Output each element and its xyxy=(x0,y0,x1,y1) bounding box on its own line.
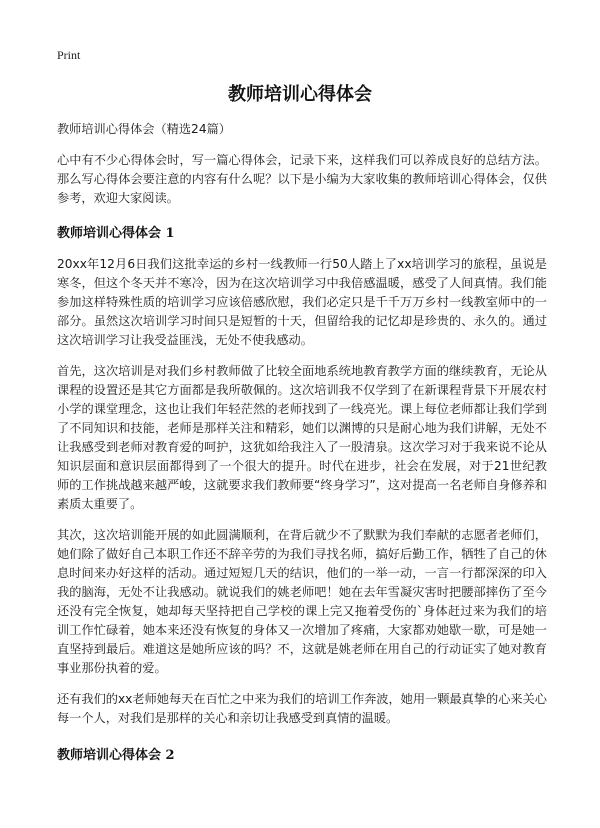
article-body xyxy=(57,120,547,777)
section-heading-1: 教师培训心得体会 1 xyxy=(57,226,175,241)
page-title: 教师培训心得体会 xyxy=(228,84,372,105)
section-1-paragraph-4: 还有我们的xx老师她每天在百忙之中来为我们的培训工作奔波，她用一颗最真挚的心来关心每一个人，对我们是那样的关心和亲切让我感受到真情的温暖。 xyxy=(57,692,547,725)
section-1-paragraph-2: 首先，这次培训是对我们乡村教师做了比较全面地系统地教育教学方面的继续教育，无论从课程的设置还是其它方面都是我所敬佩的。这次培训我不仅学到了在新课程背景下开展农村小学的课堂理念，这也让我们年轻茫然的老师找到了一线亮光。课上每位老师都让我们学到了不同知识和技能，老师是那样关注和精彩，她们以渊博的只是耐心地为我们讲解，无处不让我感受到老师对教育爱的呵护，这犹如给我注入了一股清泉。这次学习对于我来说不论从知识层面和意识层面都得到了一个很大的提升。时代在进步，社会在发展，对于21世纪教师的工作挑战越来越严峻，这就要求我们教师要“终身学习”，这对提高一名老师自身修养和素质太重要了。 xyxy=(57,364,547,511)
section-1-paragraph-1: 20xx年12月6日我们这批幸运的乡村一线教师一行50人踏上了xx培训学习的旅程，虽说是寒冬，但这个冬天并不寒冷，因为在这次培训学习中我倍感温暖，感受了人间真情。我们能参加这样特殊性质的培训学习应该倍感欣慰，我们必定只是千千万万乡村一线教室师中的一部分。虽然这次培训学习时间只是短暂的十天，但留给我的记忆却是珍贵的、永久的。通过这次培训学习让我受益匪浅，无处不使我感动。 xyxy=(57,257,547,347)
section-heading-2: 教师培训心得体会 2 xyxy=(57,748,175,763)
section-1-paragraph-3: 其次，这次培训能开展的如此圆满顺利，在背后就少不了默默为我们奉献的志愿者老师们，她们除了做好自己本职工作还不辞辛劳的为我们寻找名师，搞好后勤工作，牺牲了自己的休息时间来办好这样的活动。通过短短几天的结识，他们的一举一动，一言一行都深深的印入我的脑海，无处不让我感动。就说我们的姚老师吧！她在去年雪凝灾害时把腰部摔伤了至今还没有完全恢复，她却每天坚持把自己学校的课上完又拖着受伤的`身体赶过来为我们的培训工作忙碌着，她本来还没有恢复的身体又一次增加了疼痛，大家都劝她歇一歇，可是她一直坚持到最后。难道这是她所应该的吗？不，这就是姚老师在用自己的行动证实了她对教育事业那份执着的爱。 xyxy=(57,528,547,675)
article-subtitle: 教师培训心得体会（精选24篇） xyxy=(57,122,231,136)
intro-paragraph: 心中有不少心得体会时，写一篇心得体会，记录下来，这样我们可以养成良好的总结方法。那么写心得体会要注意的内容有什么呢？以下是小编为大家收集的教师培训心得体会，仅供参考，欢迎大家阅读。 xyxy=(57,153,547,205)
print-link[interactable]: Print xyxy=(57,48,81,62)
